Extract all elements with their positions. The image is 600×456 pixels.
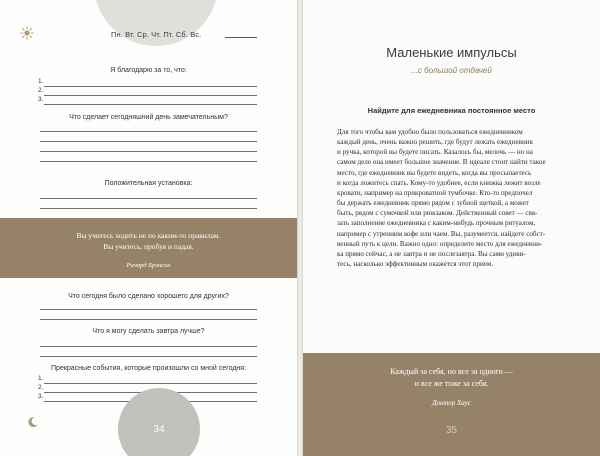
writing-line: [44, 86, 257, 87]
quote-line-2: и все же тоже за себя.: [414, 379, 489, 388]
list-number-2: 2.: [38, 87, 44, 94]
bottom-decorative-circle: [118, 388, 200, 456]
affirmation-label: Положительная установка:: [104, 180, 193, 187]
writing-line: [40, 141, 257, 142]
writing-line: [40, 151, 257, 152]
list-number-3: 3.: [38, 96, 44, 103]
section-heading: Найдите для ежедневника постоянное место: [367, 106, 536, 115]
sun-icon: [20, 26, 34, 40]
list-number-1: 1.: [38, 375, 44, 382]
writing-line: [40, 161, 257, 162]
list-number-3: 3.: [38, 393, 44, 400]
writing-line: [44, 104, 257, 105]
writing-line: [40, 319, 257, 320]
page-number-right: 35: [445, 425, 458, 436]
gratitude-label: Я благодарю за то, что:: [110, 67, 187, 74]
good-deed-label: Что сегодня было сделано хорошего для других?: [68, 293, 229, 300]
quote-band: [0, 218, 297, 278]
page-number-left: 34: [153, 424, 165, 435]
article-subtitle: ...с большой отдачей: [411, 66, 492, 75]
wonderful-day-label: Что сделает сегодняшний день замечательным?: [69, 114, 228, 121]
body-paragraph: Для того чтобы вам удобно было пользоваться ежедневником каждый день, очень важно решить, где будут лежать ежедневник и ручка, которой вы будете писать. Казалось бы, мелочь — но на самом деле она имеет большое значение. В идеале стоит найти такое место, где ежедневник вы будете видеть, когда вы просыпаетесь и когда ложитесь спать. Кому-то удобнее, если книжка лежит возле кровати, например на прикроватной тумбочке. Кто-то предпочел бы держать ежедневник прямо рядом с зубной щеткой, а может быть, рядом с сумочкой или рюкзаком. Действенный совет — свя- зать заполнение ежедневника с каким-нибудь прочным ритуалом, например с утренним кофе или чаем. Вы, разумеется, найдете собст- венный путь к цели. Важно одно: определите место для ежедневни- ка прямо сейчас, а не завтра и не послезавтра. Вы сами удиви- тесь, насколько эффективным окажется этот прием.: [337, 128, 546, 269]
left-page: [0, 0, 297, 456]
wonderful-events-label: Прекрасные события, которые произошли со мной сегодня:: [51, 365, 246, 372]
quote-author: Ричард Брэнсон: [126, 262, 171, 269]
quote-text: Вы учитесь ходить не по каким-то правилам. Вы учитесь, пробуя и падая.: [76, 231, 221, 251]
list-number-1: 1.: [38, 78, 44, 85]
date-line: [225, 37, 257, 38]
quote-author: Доктор Хаус: [432, 399, 471, 407]
better-tomorrow-label: Что я могу сделать завтра лучше?: [92, 328, 205, 335]
writing-line: [40, 356, 257, 357]
top-decorative-circle: [94, 0, 218, 46]
quote-line-1: Каждый за себя, но все за одного —: [390, 367, 513, 376]
moon-icon: [27, 416, 39, 428]
list-number-2: 2.: [38, 384, 44, 391]
writing-line: [40, 131, 257, 132]
writing-line: [44, 383, 257, 384]
writing-line: [40, 346, 257, 347]
writing-line: [44, 95, 257, 96]
writing-line: [40, 198, 257, 199]
article-title: Маленькие импульсы: [386, 45, 517, 60]
weekdays-row: Пн. Вт. Ср. Чт. Пт. Сб. Вс.: [111, 30, 202, 39]
writing-line: [40, 309, 257, 310]
writing-line: [40, 208, 257, 209]
quote-band: [303, 353, 600, 456]
